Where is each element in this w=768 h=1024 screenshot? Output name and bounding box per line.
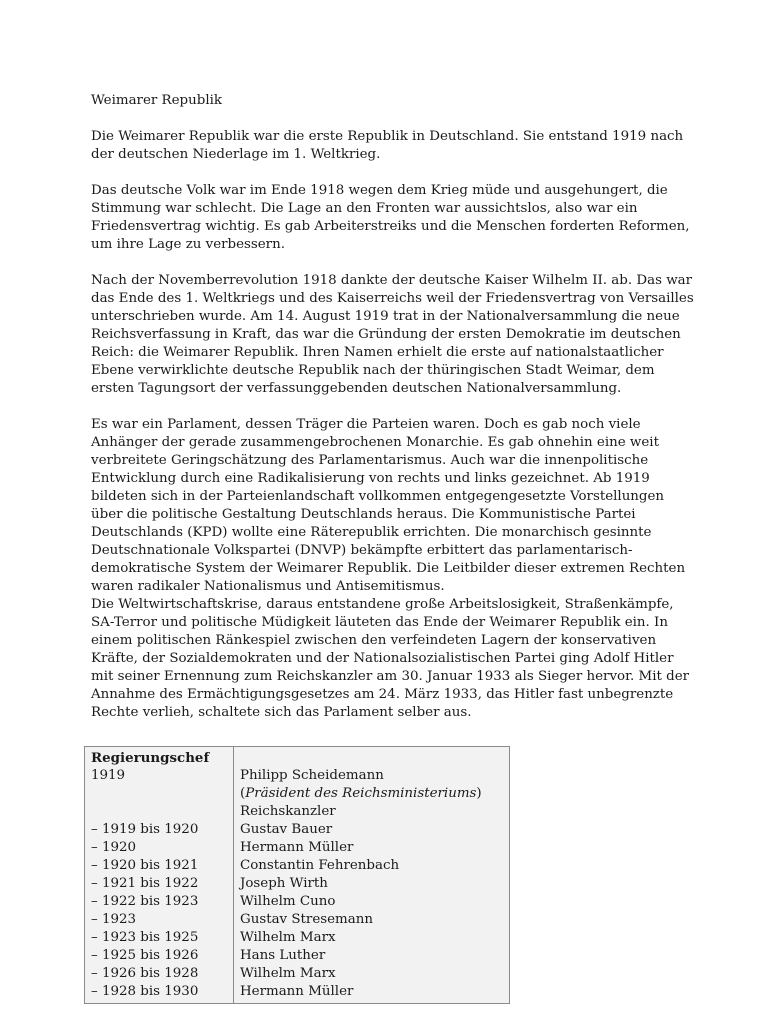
table-cell-periods bbox=[85, 747, 234, 1004]
table-cell-period: – 1925 bis 1926 bbox=[91, 948, 199, 963]
paragraph-line: das Ende des 1. Weltkriegs und des Kaiserreichs weil der Friedensvertrag von Versailles bbox=[91, 291, 694, 306]
table-cell-period: – 1923 bbox=[91, 912, 137, 927]
table-cell-name: Hans Luther bbox=[240, 948, 326, 963]
paragraph-line: Die Weltwirtschaftskrise, daraus entstandene große Arbeitslosigkeit, Straßenkämpfe, bbox=[91, 597, 674, 612]
table-cell-period: – 1928 bis 1930 bbox=[91, 984, 199, 999]
table-cell-name: Gustav Bauer bbox=[240, 822, 333, 837]
paragraph-line: Stimmung war schlecht. Die Lage an den Fronten war aussichtslos, also war ein bbox=[91, 201, 638, 216]
paragraph-parlament bbox=[91, 416, 690, 722]
paragraph-line: der deutschen Niederlage im 1. Weltkrieg. bbox=[91, 147, 381, 162]
paragraph-line: Nach der Novemberrevolution 1918 dankte der deutsche Kaiser Wilhelm II. ab. Das war bbox=[91, 273, 693, 288]
table-cell-period: – 1921 bis 1922 bbox=[91, 876, 199, 891]
table-cell-name: Wilhelm Marx bbox=[240, 930, 336, 945]
document-body bbox=[91, 92, 694, 722]
paragraph-intro bbox=[91, 128, 684, 164]
table-cell-subheader: Reichskanzler bbox=[240, 804, 336, 819]
paragraph-line: Reich: die Weimarer Republik. Ihren Namen erhielt die erste auf nationalstaatlicher bbox=[91, 345, 664, 360]
paragraph-line: Ebene verwirklichte deutsche Republik nach der thüringischen Stadt Weimar, dem bbox=[91, 363, 655, 378]
table-cell-period: – 1920 bbox=[91, 840, 137, 855]
paragraph-line: Das deutsche Volk war im Ende 1918 wegen dem Krieg müde und ausgehungert, die bbox=[91, 183, 668, 198]
table-cell-name: Constantin Fehrenbach bbox=[240, 858, 400, 873]
paragraph-line: einem politischen Ränkespiel zwischen den verfeindeten Lagern der konservativen bbox=[91, 633, 657, 648]
paragraph-line: Kräfte, der Sozialdemokraten und der Nationalsozialistischen Partei ging Adolf Hitler bbox=[91, 651, 674, 666]
table-cell-period: – 1920 bis 1921 bbox=[91, 858, 199, 873]
paragraph-line: verbreitete Geringschätzung des Parlamentarismus. Auch war die innenpolitische bbox=[91, 453, 649, 468]
paragraph-line: Entwicklung durch eine Radikalisierung von rechts und links gezeichnet. Ab 1919 bbox=[91, 471, 650, 486]
paragraph-line: Anhänger der gerade zusammengebrochenen Monarchie. Es gab ohnehin eine weit bbox=[91, 435, 659, 450]
paragraph-line: SA-Terror und politische Müdigkeit läuteten das Ende der Weimarer Republik ein. In bbox=[91, 615, 668, 630]
table-cell-name: Wilhelm Marx bbox=[240, 966, 336, 981]
table-cell-period: – 1922 bis 1923 bbox=[91, 894, 199, 909]
document-title: Weimarer Republik bbox=[91, 93, 222, 108]
table-cell-note bbox=[240, 785, 503, 803]
paragraph-line: über die politische Gestaltung Deutschlands heraus. Die Kommunistische Partei bbox=[91, 507, 636, 522]
paragraph-1918 bbox=[91, 182, 690, 254]
paragraph-line: Annahme des Ermächtigungsgesetzes am 24. März 1933, das Hitler fast unbegrenzte bbox=[91, 687, 674, 702]
paragraph-line: bildeten sich in der Parteienlandschaft vollkommen entgegengesetzte Vorstellungen bbox=[91, 489, 665, 504]
paragraph-line: um ihre Lage zu verbessern. bbox=[91, 237, 285, 252]
table-row bbox=[85, 747, 510, 1004]
paragraph-line: waren radikaler Nationalismus und Antisemitismus. bbox=[91, 579, 445, 594]
paragraph-line: Deutschlands (KPD) wollte eine Räterepublik errichten. Die monarchisch gesinnte bbox=[91, 525, 652, 540]
table-cell-period: – 1926 bis 1928 bbox=[91, 966, 199, 981]
table-cell-name: Hermann Müller bbox=[240, 840, 354, 855]
table-cell-name: Wilhelm Cuno bbox=[240, 894, 336, 909]
table-cell-period: – 1923 bis 1925 bbox=[91, 930, 199, 945]
note-close-paren: ) bbox=[476, 786, 482, 801]
table-cell-period: – 1919 bis 1920 bbox=[91, 822, 199, 837]
table-header: Regierungschef bbox=[91, 750, 210, 766]
paragraph-line: Die Weimarer Republik war die erste Republik in Deutschland. Sie entstand 1919 nach bbox=[91, 129, 684, 144]
table-cell-name: Hermann Müller bbox=[240, 984, 354, 999]
table-cell-name: Gustav Stresemann bbox=[240, 912, 373, 927]
paragraph-line: Rechte verlieh, schaltete sich das Parlament selber aus. bbox=[91, 705, 472, 720]
note-italic: Präsident des Reichsministeriums bbox=[245, 786, 477, 801]
paragraph-line: mit seiner Ernennung zum Reichskanzler am 30. Januar 1933 als Sieger hervor. Mit der bbox=[91, 669, 690, 684]
paragraph-line: Friedensvertrag wichtig. Es gab Arbeiterstreiks und die Menschen forderten Reformen, bbox=[91, 219, 690, 234]
table-cell-name: Philipp Scheidemann bbox=[240, 768, 384, 783]
paragraph-line: demokratische System der Weimarer Republik. Die Leitbilder dieser extremen Rechten bbox=[91, 561, 686, 576]
paragraph-line: Deutschnationale Volkspartei (DNVP) bekämpfte erbittert das parlamentarisch- bbox=[91, 543, 633, 558]
paragraph-line: unterschrieben wurde. Am 14. August 1919 trat in der Nationalversammlung die neue bbox=[91, 309, 680, 324]
paragraph-line: Es war ein Parlament, dessen Träger die Parteien waren. Doch es gab noch viele bbox=[91, 417, 641, 432]
paragraph-line: ersten Tagungsort der verfassunggebenden deutschen Nationalversammlung. bbox=[91, 381, 622, 396]
paragraph-line: Reichsverfassung in Kraft, das war die Gründung der ersten Demokratie im deutschen bbox=[91, 327, 681, 342]
note-open-paren: ( bbox=[240, 786, 246, 801]
table-cell-year: 1919 bbox=[91, 768, 126, 783]
table-cell-names bbox=[234, 747, 510, 1004]
government-table bbox=[84, 746, 510, 1004]
table-cell-name: Joseph Wirth bbox=[240, 876, 328, 891]
paragraph-revolution bbox=[91, 272, 694, 398]
